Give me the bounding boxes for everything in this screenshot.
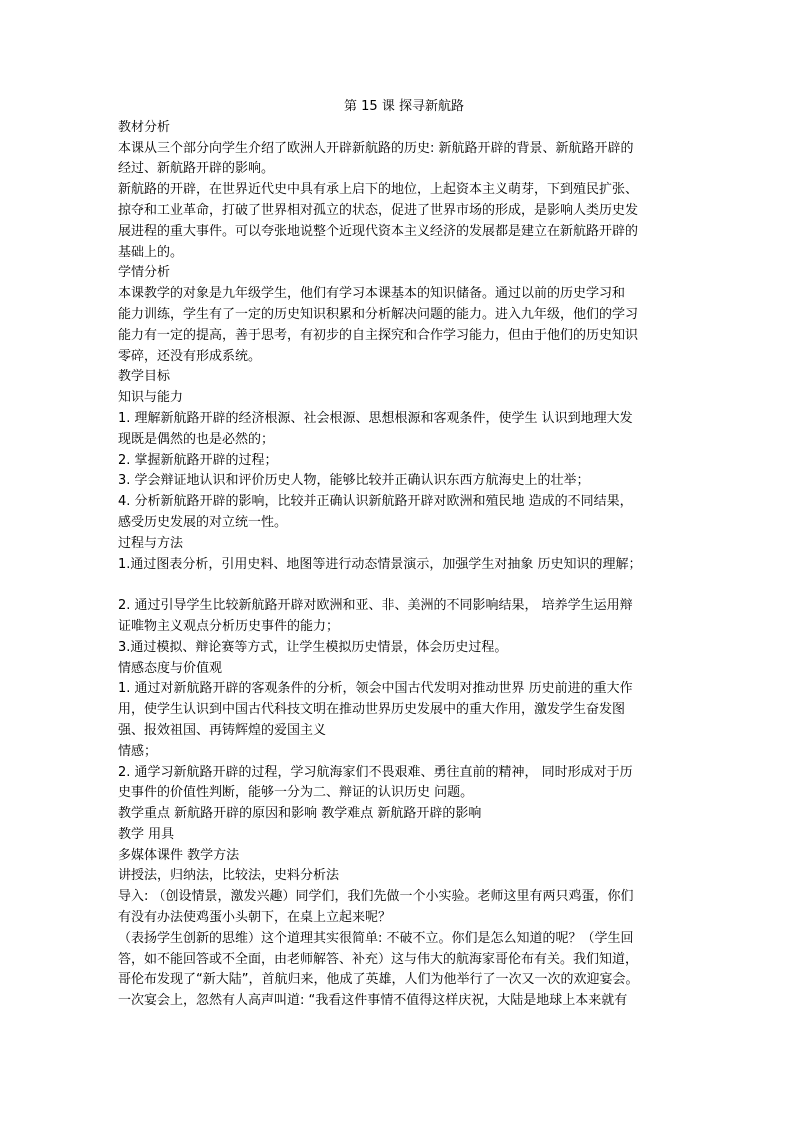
text-line: 强、报效祖国、再铸辉煌的爱国主义 <box>118 722 327 738</box>
text-line: 过程与方法 <box>118 535 184 551</box>
text-line: 知识与能力 <box>118 390 184 406</box>
text-line: （表扬学生创新的思维）这个道理其实很简单: 不破不立。你们是怎么知道的呢？（学生回 <box>118 930 634 946</box>
text-line: 学情分析 <box>118 265 171 281</box>
text-line: 基础上的。 <box>118 244 184 260</box>
text-line: 教学重点 新航路开辟的原因和影响 教学难点 新航路开辟的影响 <box>118 806 482 822</box>
text-line: 有没有办法使鸡蛋小头朝下，在桌上立起来呢？ <box>118 910 392 926</box>
document-page <box>118 97 690 1012</box>
text-line: 2. 掌握新航路开辟的过程； <box>118 452 278 468</box>
text-line: 2. 通过引导学生比较新航路开辟对欧洲和亚、非、美洲的不同影响结果， 培养学生运用辩 <box>118 598 633 614</box>
text-line: 4. 分析新航路开辟的影响，比较并正确认识新航路开辟对欧洲和殖民地 造成的不同结果， <box>118 494 633 510</box>
text-line: 证唯物主义观点分析历史事件的能力； <box>118 618 340 634</box>
text-line: 用，使学生认识到中国古代科技文明在推动世界历史发展中的重大作用，激发学生奋发图 <box>118 702 626 718</box>
text-line: 一次宴会上，忽然有人高声叫道: “我看这件事情不值得这样庆祝，大陆是地球上本来就有 <box>118 993 628 1009</box>
text-line: 1.通过图表分析，引用史料、地图等进行动态情景演示，加强学生对抽象 历史知识的理解； <box>118 556 642 572</box>
text-line: 讲授法，归纳法，比较法，史料分析法 <box>118 868 340 884</box>
text-line: 答，如不能回答或不全面，由老师解答、补充）这与伟大的航海家哥伦布有关。我们知道， <box>118 951 639 967</box>
text-line: 感受历史发展的对立统一性。 <box>118 514 288 530</box>
text-line: 教材分析 <box>118 119 171 135</box>
document-title: 第 15 课 探寻新航路 <box>344 99 464 114</box>
text-line: 本课从三个部分向学生介绍了欧洲人开辟新航路的历史: 新航路开辟的背景、新航路开辟的 <box>118 140 634 156</box>
text-line: 本课教学的对象是九年级学生，他们有学习本课基本的知识储备。通过以前的历史学习和 <box>118 286 626 302</box>
text-line <box>118 575 690 596</box>
text-line: 导入: （创设情景，激发兴趣）同学们，我们先做一个小实验。老师这里有两只鸡蛋，你们 <box>118 889 634 905</box>
text-line: 1. 理解新航路开辟的经济根源、社会根源、思想根源和客观条件，使学生 认识到地理大发 <box>118 410 633 426</box>
text-line: 能力训练，学生有了一定的历史知识积累和分析解决问题的能力。进入九年级，他们的学习 <box>118 306 639 322</box>
text-line: 经过、新航路开辟的影响。 <box>118 161 275 177</box>
text-line: 哥伦布发现了“新大陆”，首航归来，他成了英雄，人们为他举行了一次又一次的欢迎宴会。 <box>118 972 639 988</box>
document-body <box>118 118 690 1012</box>
text-line: 零碎，还没有形成系统。 <box>118 348 262 364</box>
text-line: 1. 通过对新航路开辟的客观条件的分析，领会中国古代发明对推动世界 历史前进的重大作 <box>118 681 633 697</box>
text-line: 情感； <box>118 743 158 759</box>
text-line: 史事件的价值性判断，能够一分为二、辩证的认识历史 问题。 <box>118 785 474 801</box>
text-line: 现既是偶然的也是必然的； <box>118 431 275 447</box>
text-line: 掠夺和工业革命，打破了世界相对孤立的状态，促进了世界市场的形成，是影响人类历史发 <box>118 202 639 218</box>
text-line: 教学目标 <box>118 369 171 385</box>
text-line: 多媒体课件 教学方法 <box>118 847 240 863</box>
text-line: 新航路的开辟，在世界近代史中具有承上启下的地位，上起资本主义萌芽，下到殖民扩张、 <box>118 182 639 198</box>
text-line: 情感态度与价值观 <box>118 660 223 676</box>
text-line: 能力有一定的提高，善于思考，有初步的自主探究和合作学习能力，但由于他们的历史知识 <box>118 327 639 343</box>
text-line: 展进程的重大事件。可以夸张地说整个近现代资本主义经济的发展都是建立在新航路开辟的 <box>118 223 639 239</box>
text-line: 2. 通学习新航路开辟的过程，学习航海家们不畏艰难、勇往直前的精神， 同时形成对于历 <box>118 764 633 780</box>
text-line: 3.通过模拟、辩论赛等方式，让学生模拟历史情景，体会历史过程。 <box>118 639 508 655</box>
text-line: 3. 学会辩证地认识和评价历史人物，能够比较并正确认识东西方航海史上的壮举； <box>118 473 590 489</box>
text-line: 教学 用具 <box>118 826 175 842</box>
